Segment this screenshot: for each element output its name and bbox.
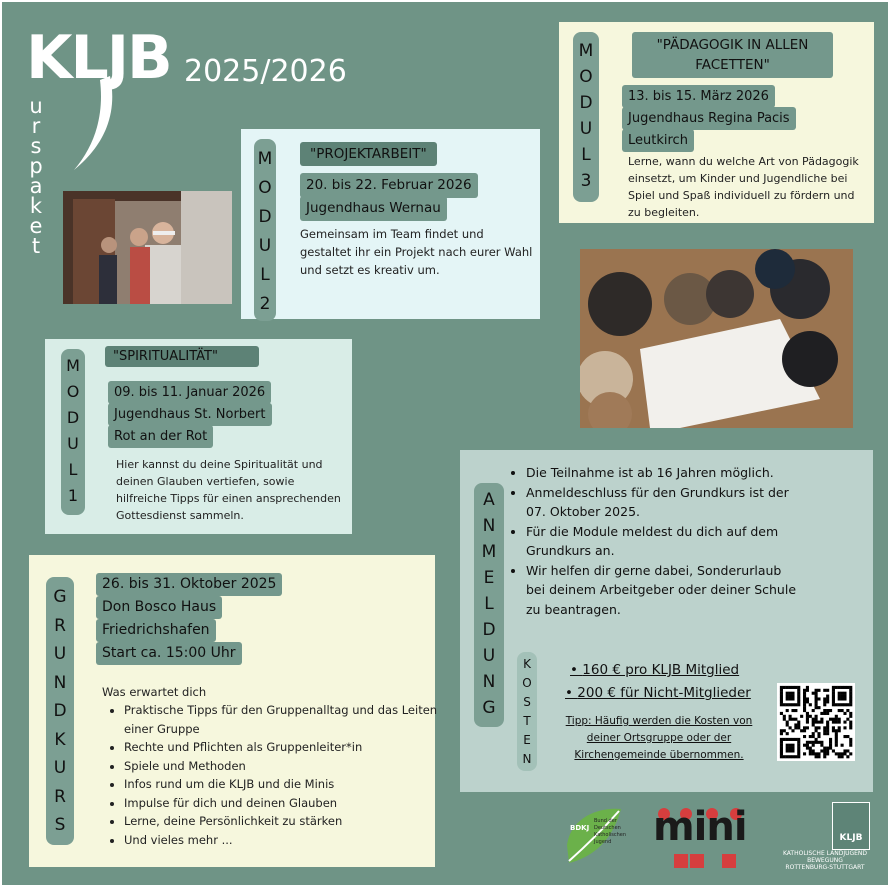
tab-letter: 3 [580,171,592,191]
tab-letter: L [260,265,270,285]
tab-letter: U [53,644,67,664]
grundkurs-date: 26. bis 31. Oktober 2025 [96,573,282,596]
modul2-place: Jugendhaus Wernau [300,196,447,221]
tab-letter: O [579,67,593,87]
tab-letter: N [53,672,67,693]
kljb-org-text [764,850,886,871]
price-member: • 160 € pro KLJB Mitglied [570,662,740,678]
tab-letter: L [484,594,494,614]
tab-letter: D [66,408,80,427]
tab-letter: 1 [67,486,79,505]
vertical-title-letter: t [31,234,41,258]
list-item: • Lerne, deine Persönlichkeit zu stärken [124,812,439,831]
tab-letter: N [522,752,532,766]
kljb-org-line1: KATHOLISCHE LANDJUGEND [782,850,868,857]
grundkurs-intro: Was erwartet dich [102,685,207,699]
tab-letter: N [482,516,496,536]
qr-code[interactable] [777,683,855,761]
tab-letter: R [54,615,66,636]
anmeldung-list [510,463,804,619]
tab-letter: S [54,815,66,835]
tab-letter: M [66,356,80,375]
vertical-title-letter: k [29,194,43,218]
tab-letter: S [523,695,531,709]
modul2-text: Gemeinsam im Team findet und gestaltet ihr ein Projekt nach eurer Wahl und setzt es kreativ um. [300,227,533,277]
modul3-title-line2: FACETTEN" [695,57,770,73]
tab-letter: A [483,490,495,510]
logo-swoosh-icon [66,74,126,174]
photo-blindfold-game [63,191,232,304]
poster [2,2,888,885]
tab-letter: D [482,620,496,640]
tab-letter: N [482,672,496,692]
tab-letter: U [482,646,496,666]
modul2-tab [254,139,276,321]
grundkurs-place-line1: Don Bosco Haus [96,596,222,619]
modul1-tab [61,349,85,515]
list-item: • Wir helfen dir gerne dabei, Sonderurlaub bei deinem Arbeitgeber oder deiner Schule zu beantragen. [526,561,804,620]
tab-letter: U [53,758,67,778]
tab-letter: M [481,542,497,562]
list-item: • Praktische Tipps für den Gruppenalltag und das Leiten einer Gruppe [124,701,439,738]
tab-letter: O [522,676,532,690]
modul1-place-line2: Rot an der Rot [108,425,213,448]
tab-letter: D [53,701,67,721]
list-item: • Die Teilnahme ist ab 16 Jahren möglich. [526,463,804,483]
modul3-title [632,32,833,78]
bdkj-short: BDKJ [570,824,590,832]
kljb-small-text: KLJB [839,833,863,843]
modul1-title: "SPIRITUALITÄT" [105,346,259,367]
tab-letter: D [258,207,272,227]
tab-letter: O [258,178,272,198]
modul3-place-line1: Jugendhaus Regina Pacis [622,107,796,130]
vertical-title-letter: s [30,134,42,158]
modul3-text: Lerne, wann du welche Art von Pädagogik einsetzt, um Kinder und Jugendliche bei Spiel und Spaß individuell zu fördern und zu begleiten. [628,155,859,219]
tab-letter: U [67,434,79,453]
tab-letter: L [581,145,591,165]
tab-letter: R [54,786,66,807]
list-item: • Spiele und Methoden [124,757,439,776]
mini-text: mini [653,804,747,850]
price-nonmember: • 200 € für Nicht-Mitglieder [565,685,751,701]
grundkurs-card [29,555,438,867]
vertical-title-letter: p [29,154,43,178]
modul3-card [559,22,874,223]
list-item: • Für die Module meldest du dich auf dem Grundkurs an. [526,522,804,561]
tab-letter: 2 [259,294,271,314]
tab-letter: E [483,568,495,588]
tab-letter: D [579,93,593,113]
photo-blindfold-image [63,191,232,304]
vertical-title-letter: r [31,114,41,138]
modul1-place-line1: Jugendhaus St. Norbert [108,403,272,426]
list-item: • Infos rund um die KLJB und die Minis [124,775,439,794]
vertical-title [26,96,46,256]
modul3-place-line2: Leutkirch [622,129,694,152]
anmeldung-tab [474,483,504,727]
tab-letter: U [258,236,272,256]
anmeldung-card [460,450,873,792]
tab-letter: M [578,41,594,61]
modul3-title-line1: "PÄDAGOGIK IN ALLEN [656,37,809,53]
bdkj-text: Bund der Deutschen Katholischen Jugend [594,818,626,845]
modul2-title: "PROJEKTARBEIT" [300,142,437,166]
modul2-card [241,129,540,319]
modul3-tab [573,32,599,202]
tab-letter: U [579,119,593,139]
kosten-tip: Tipp: Häufig werden die Kosten von deiner Ortsgruppe oder der Kirchengemeinde übernommen. [565,715,753,761]
tab-letter: G [482,698,496,718]
price-member-text: 160 € pro KLJB Mitglied [582,662,740,678]
kosten-tab [517,652,537,771]
tab-letter: T [523,714,531,728]
tab-letter: K [54,729,66,750]
list-item: • Rechte und Pflichten als Gruppenleiter*in [124,738,439,757]
vertical-title-letter: e [29,214,43,238]
list-item: • Und vieles mehr ... [124,831,439,850]
price-nonmember-text: 200 € für Nicht-Mitglieder [577,685,751,701]
grundkurs-place-line2: Friedrichshafen [96,619,216,642]
list-item: • Anmeldeschluss für den Grundkurs ist der 07. Oktober 2025. [526,483,804,522]
grundkurs-tab [46,577,74,845]
kljb-small-logo [832,802,870,850]
qr-code-icon [777,683,855,761]
vertical-title-letter: u [29,94,43,118]
logo-year: 2025/2026 [184,54,347,89]
tab-letter: L [68,460,78,479]
tab-letter: E [523,733,531,747]
vertical-title-letter: a [29,174,43,198]
kljb-org-line2: BEWEGUNG [807,857,843,864]
modul1-card [45,339,352,534]
tab-letter: O [66,382,80,401]
modul1-text: Hier kannst du deine Spiritualität und deinen Glauben vertiefen, sowie hilfreiche Tipps für einen ansprechenden Gottesdienst sammeln. [116,458,341,522]
kljb-logo: KLJB [26,23,171,93]
tab-letter: K [523,657,531,671]
kljb-org-line3: ROTTENBURG-STUTTGART [785,864,865,871]
list-item: • Impulse für dich und deinen Glauben [124,794,439,813]
modul1-date: 09. bis 11. Januar 2026 [108,381,271,404]
grundkurs-start: Start ca. 15:00 Uhr [96,642,242,665]
photo-group-image [580,249,853,428]
grundkurs-list [108,701,439,849]
tab-letter: G [53,587,67,607]
modul3-date: 13. bis 15. März 2026 [622,85,775,108]
photo-group-project [580,249,853,428]
modul2-date: 20. bis 22. Februar 2026 [300,173,478,198]
tab-letter: M [257,149,273,169]
